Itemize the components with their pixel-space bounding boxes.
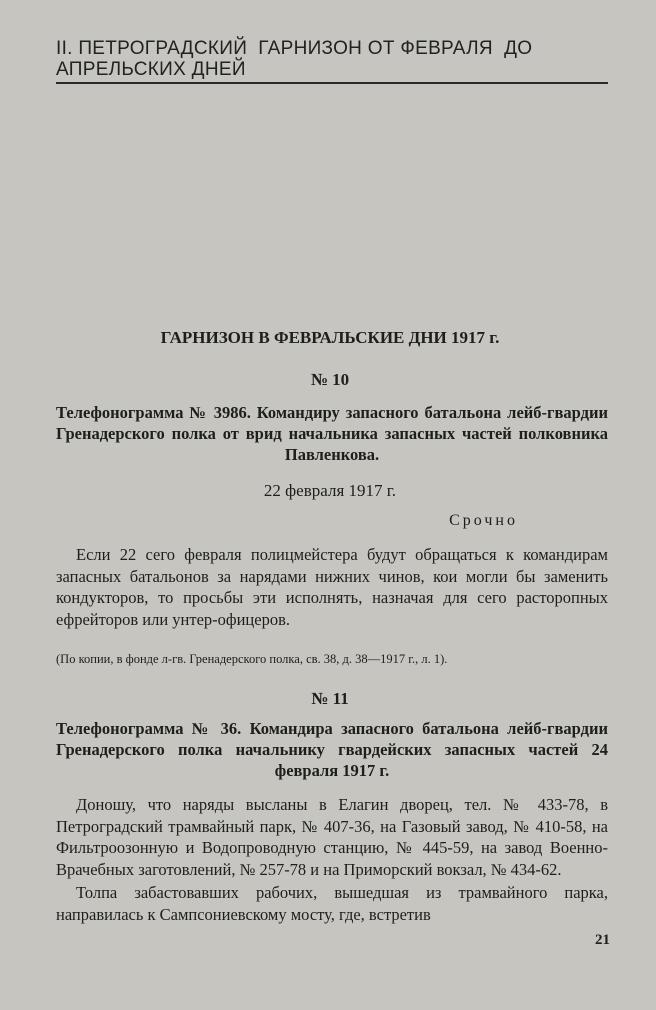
document-11-number: № 11 xyxy=(311,689,349,708)
document-10-source: (По копии, в фонде л-гв. Гренадерского полка, св. 38, д. 38—1917 г., л. 1). xyxy=(56,652,448,666)
document-10-date: 22 февраля 1917 г. xyxy=(263,481,397,500)
header-rule xyxy=(56,82,608,84)
document-10-heading: Телефонограмма № 3986. Командиру запасного батальона лейб-гвардии Гренадерского полка от врид начальника запасных частей полковника Павленкова. xyxy=(56,403,608,464)
document-10-number: № 10 xyxy=(310,370,350,389)
running-header xyxy=(56,38,608,80)
running-header-line2: АПРЕЛЬСКИХ ДНЕЙ xyxy=(56,59,246,80)
document-11-paragraph-1: Доношу, что наряды высланы в Елагин дворец, тел. № 433-78, в Петроградский трамвайный парк, № 407-36, на Газовый завод, № 410-58, на Фильтроозонную и Водопроводную станцию, № 445-59, на завод Военно-Врачебных заготовлений, № 257-78 и на Приморский вокзал, № 434-62. xyxy=(56,795,608,879)
document-11-heading: Телефонограмма № 36. Командира запасного батальона лейб-гвардии Гренадерского полка начальнику гвардейских запасных частей 24 февраля 1917 г. xyxy=(56,719,608,780)
running-header-line1: II. ПЕТРОГРАДСКИЙ ГАРНИЗОН ОТ ФЕВРАЛЯ ДО xyxy=(56,38,533,59)
document-10-paragraph: Если 22 сего февраля полицмейстера будут обращаться к командирам запасных батальонов за нарядами нижних чинов, кои могли бы заменить кондукторов, то просьбы эти исполнять, назначая для сего расторопных ефрейторов или унтер-офицеров. xyxy=(56,545,608,629)
page-number: 21 xyxy=(595,932,610,948)
document-11-paragraph-2: Толпа забастовавших рабочих, вышедшая из трамвайного парка, направилась к Сампсониевскому мосту, где, встретив xyxy=(56,883,608,924)
document-10-urgency: Срочно xyxy=(449,512,518,529)
section-title: ГАРНИЗОН В ФЕВРАЛЬСКИЕ ДНИ 1917 г. xyxy=(160,328,500,347)
